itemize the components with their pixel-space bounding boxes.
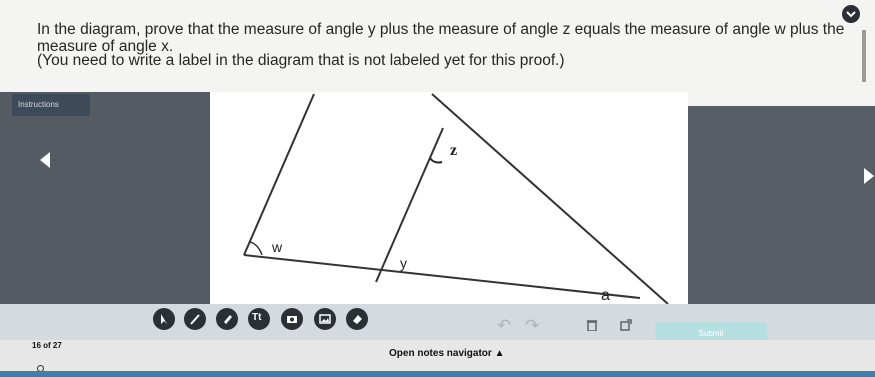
angle-arc-z — [430, 158, 442, 163]
angle-arc-w — [250, 242, 262, 255]
pen-icon[interactable] — [184, 308, 206, 330]
instructions-button[interactable] — [12, 94, 90, 116]
next-page-icon[interactable] — [864, 168, 874, 184]
page-counter: 16 of 27 — [32, 341, 62, 350]
footer-strip — [0, 371, 875, 377]
eraser-icon[interactable] — [346, 308, 368, 330]
trash-icon[interactable] — [586, 318, 598, 336]
undo-icon[interactable]: ↶ — [497, 316, 512, 335]
notes-navigator-button[interactable]: Open notes navigator ▲ — [389, 348, 505, 359]
diagram-base-line — [244, 255, 640, 298]
text-tool-label: Tt — [252, 312, 262, 323]
previous-page-icon[interactable] — [40, 152, 50, 168]
select-icon[interactable] — [153, 308, 175, 330]
instructions-label: Instructions — [18, 100, 59, 109]
label-a: a — [601, 287, 610, 304]
left-panel — [0, 92, 210, 316]
label-w: w — [272, 239, 283, 255]
highlighter-icon[interactable] — [216, 308, 238, 330]
submit-label: Submit — [698, 329, 724, 338]
fullscreen-icon[interactable] — [619, 318, 633, 337]
right-panel — [688, 106, 875, 317]
scrollbar[interactable] — [862, 30, 866, 82]
diagram-slant-line — [376, 128, 443, 282]
camera-icon[interactable] — [281, 308, 303, 330]
text-tool-icon[interactable] — [248, 308, 270, 330]
redo-icon[interactable]: ↷ — [525, 316, 540, 335]
question-note: (You need to write a label in the diagram that is not labeled yet for this proof.) — [37, 52, 565, 69]
image-icon[interactable] — [314, 308, 336, 330]
diagram-top-line — [432, 94, 668, 304]
question-prompt: In the diagram, prove that the measure of angle y plus the measure of angle z equals the measure of angle w plus the measure of angle x. — [37, 21, 845, 55]
dropdown-toggle-icon[interactable] — [842, 5, 860, 23]
diagram-left-line — [244, 94, 314, 255]
label-z: z — [450, 142, 458, 159]
diagram-canvas[interactable] — [210, 92, 688, 304]
label-y: y — [400, 255, 407, 271]
